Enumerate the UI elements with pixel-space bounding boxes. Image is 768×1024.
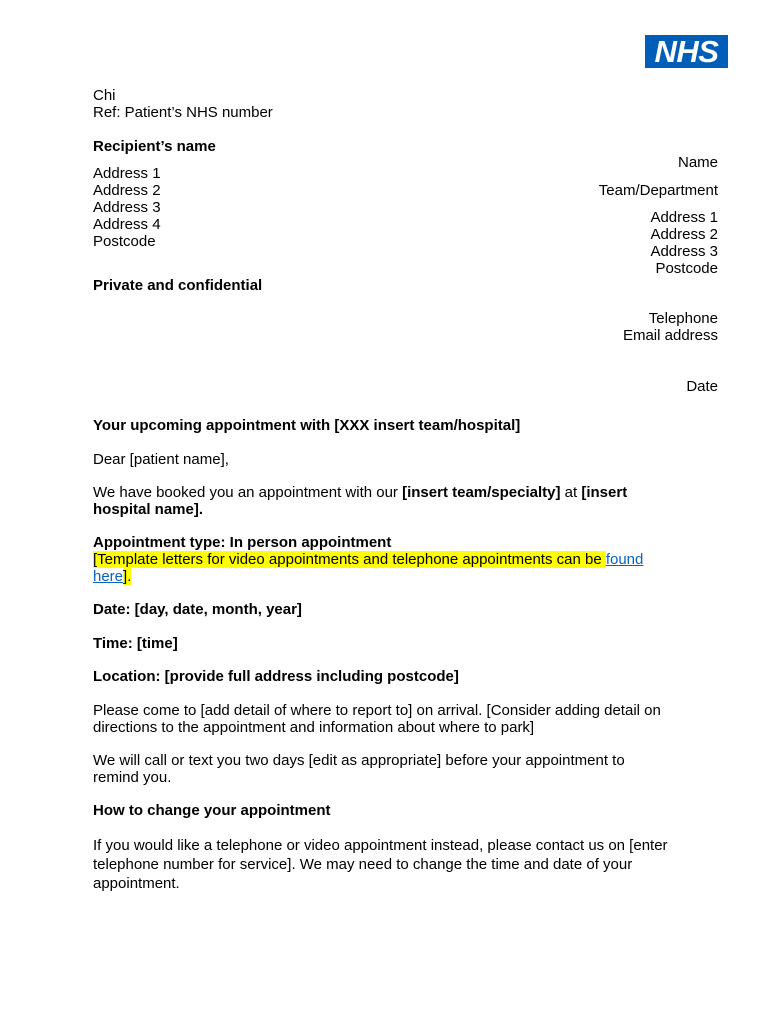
sender-telephone: Telephone — [648, 310, 718, 327]
booking-hospital: [insert hospital name]. — [93, 484, 628, 518]
sender-email: Email address — [622, 327, 718, 344]
chi-line: Chi — [93, 87, 116, 104]
sender-team: Team/Department — [598, 182, 718, 199]
recipient-address-3: Address 3 — [93, 199, 161, 216]
template-note — [93, 551, 673, 585]
date-line: Date: [day, date, month, year] — [93, 601, 302, 618]
letter-subject: Your upcoming appointment with [XXX insert team/hospital] — [93, 417, 521, 434]
template-note-end: ]. — [123, 568, 132, 585]
time-line: Time: [time] — [93, 635, 178, 652]
ref-line: Ref: Patient’s NHS number — [93, 104, 273, 121]
change-paragraph: If you would like a telephone or video appointment instead, please contact us on [enter telephone number for service]. We may need to change the time and date of your appointment. — [93, 837, 668, 892]
booking-at: at — [560, 484, 582, 501]
sender-name: Name — [677, 154, 718, 171]
salutation: Dear [patient name], — [93, 451, 229, 468]
recipient-address-2: Address 2 — [93, 182, 161, 199]
change-heading: How to change your appointment — [93, 802, 331, 819]
recipient-name: Recipient’s name — [93, 138, 216, 155]
arrival-paragraph: Please come to [add detail of where to report to] on arrival. [Consider adding detail on directions to the appointment and information about where to park] — [93, 702, 661, 736]
sender-address-3: Address 3 — [650, 243, 718, 260]
letter-date: Date — [686, 378, 718, 395]
recipient-address-1: Address 1 — [93, 165, 161, 182]
found-here-link[interactable]: found here — [93, 551, 644, 585]
appointment-type: Appointment type: In person appointment — [93, 534, 392, 551]
booking-paragraph — [93, 484, 663, 518]
booking-team: [insert team/specialty] — [402, 484, 561, 501]
sender-postcode: Postcode — [655, 260, 718, 277]
sender-address-2: Address 2 — [650, 226, 718, 243]
recipient-postcode: Postcode — [93, 233, 156, 250]
reminder-paragraph: We will call or text you two days [edit as appropriate] before your appointment to remind you. — [93, 752, 625, 786]
recipient-address-4: Address 4 — [93, 216, 161, 233]
booking-text: We have booked you an appointment with our — [93, 484, 403, 501]
nhs-logo: NHS — [645, 35, 728, 68]
sender-address-1: Address 1 — [650, 209, 718, 226]
location-line: Location: [provide full address including postcode] — [93, 668, 459, 685]
confidential-label: Private and confidential — [93, 277, 263, 294]
template-note-text: [Template letters for video appointments and telephone appointments can be — [93, 551, 606, 568]
